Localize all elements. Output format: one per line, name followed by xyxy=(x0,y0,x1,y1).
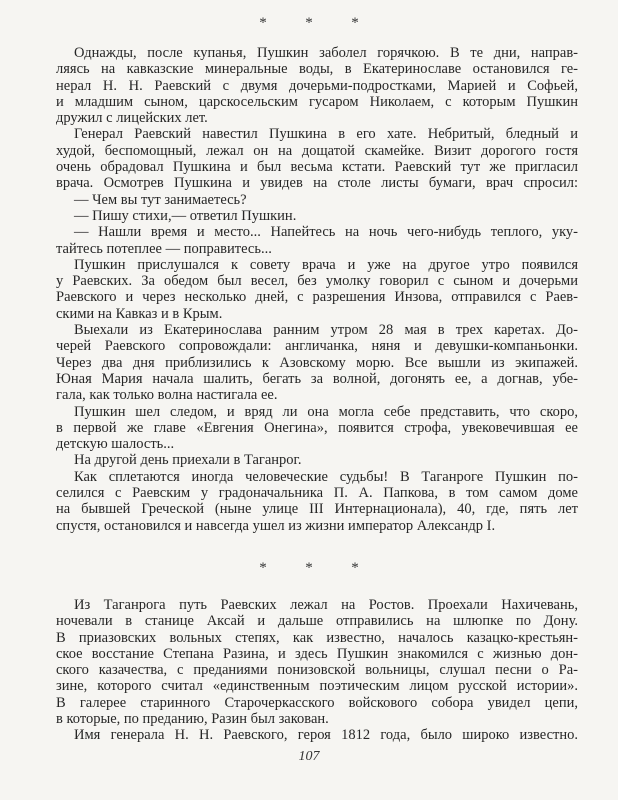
text-line: гала, как только волна настигала ее. xyxy=(56,387,278,404)
text-line: Однажды, после купанья, Пушкин заболел горячкою. В те дни, направ- xyxy=(74,45,578,61)
text-line: В приазовских вольных степях, как известно, началось казацко-крестьян- xyxy=(56,629,578,646)
section-separator-middle xyxy=(0,560,618,577)
asterisk: * xyxy=(351,560,359,576)
text-line: В галерее старинного Старочеркасского войскового собора увидел цепи, xyxy=(56,694,578,711)
text-line: на бывшей Греческой (ныне улице III Интернационала), 40, где, пять лет xyxy=(56,501,578,518)
text-line: Через два дня приблизились к Азовскому морю. Все вышли из экипажей. xyxy=(56,354,578,371)
text-line: — Чем вы тут занимаетесь? xyxy=(74,191,247,208)
text-line: — Нашли время и место... Напейтесь на ночь чего-нибудь теплого, уку- xyxy=(74,224,578,241)
asterisk: * xyxy=(305,15,313,31)
text-line: Пушкин прислушался к совету врача и уже на другое утро появился xyxy=(74,256,578,273)
text-line: черей Раевского сопровождали: англичанка, няня и девушки-компаньонки. xyxy=(56,338,578,355)
text-line: Юная Мария начала шалить, бегать за волной, догонять ее, а догнав, убе- xyxy=(56,370,578,387)
text-line: врача. Осмотрев Пушкина и увидев на столе листы бумаги, врач спросил: xyxy=(56,175,578,192)
text-line: Раевского и через несколько дней, с разрешения Инзова, отправился с Раев- xyxy=(56,289,578,306)
text-line: и младшим сыном, царскосельским гусаром Николаем, с которым Пушкин xyxy=(56,93,578,110)
text-line: ское восстание Степана Разина, и здесь Пушкин знакомился с жизнью дон- xyxy=(56,645,578,662)
text-line: детскую шалость... xyxy=(56,436,175,453)
asterisk: * xyxy=(351,15,359,31)
text-line: На другой день приехали в Таганрог. xyxy=(74,452,302,469)
text-line: худой, беспомощный, лежал он на дощатой скамейке. Визит дорогого гостя xyxy=(56,142,578,159)
text-line: ского казачества, с преданиями понизовской вольницы, слушал песни о Ра- xyxy=(56,662,578,679)
text-line: ляясь на кавказские минеральные воды, в Екатеринославе остановился ге- xyxy=(56,61,578,78)
text-section-1 xyxy=(56,45,578,534)
text-line: у Раевских. За обедом был весел, без умолку говорил с сыном и дочерьми xyxy=(56,273,578,290)
text-line: Имя генерала Н. Н. Раевского, героя 1812 года, было широко известно. xyxy=(74,727,578,744)
section-separator-top xyxy=(0,15,618,32)
text-line: Из Таганрога путь Раевских лежал на Ростов. Проехали Нахичевань, xyxy=(74,597,578,613)
text-line: очень обрадовал Пушкина и был весьма кстати. Раевский тут же пригласил xyxy=(56,159,578,176)
text-line: дружил с лицейских лет. xyxy=(56,110,208,127)
text-line: скими на Кавказ и в Крым. xyxy=(56,305,223,322)
text-line: — Пишу стихи,— ответил Пушкин. xyxy=(74,207,297,224)
text-line: Как сплетаются иногда человеческие судьбы! В Таганроге Пушкин по- xyxy=(74,468,578,485)
text-line: спустя, остановился и навсегда ушел из жизни император Александр I. xyxy=(56,517,496,534)
text-line: в которые, по преданию, Разин был закован. xyxy=(56,711,329,728)
text-line: селился с Раевским у градоначальника П. А. Папкова, в том самом доме xyxy=(56,485,578,502)
text-line: нерал Н. Н. Раевский с двумя дочерьми-подростками, Марией и Софьей, xyxy=(56,77,578,94)
asterisk: * xyxy=(259,15,267,31)
text-line: Выехали из Екатеринослава ранним утром 28 мая в трех каретах. До- xyxy=(74,322,578,339)
text-line: Генерал Раевский навестил Пушкина в его хате. Небритый, бледный и xyxy=(74,126,578,143)
asterisk: * xyxy=(259,560,267,576)
text-line: ночевали в станице Аксай и дальше отправились на шлюпке по Дону. xyxy=(56,613,578,630)
asterisk: * xyxy=(305,560,313,576)
text-line: зине, которого считал «единственным поэтическим лицом русской истории». xyxy=(56,678,578,695)
text-line: в первой же главе «Евгения Онегина», появится строфа, увековечившая ее xyxy=(56,419,578,436)
text-line: Пушкин шел следом, и вряд ли она могла себе представить, что скоро, xyxy=(74,403,578,420)
text-line: тайтесь потеплее — поправитесь... xyxy=(56,240,272,257)
page-number: 107 xyxy=(298,749,320,764)
text-section-2 xyxy=(56,597,578,744)
